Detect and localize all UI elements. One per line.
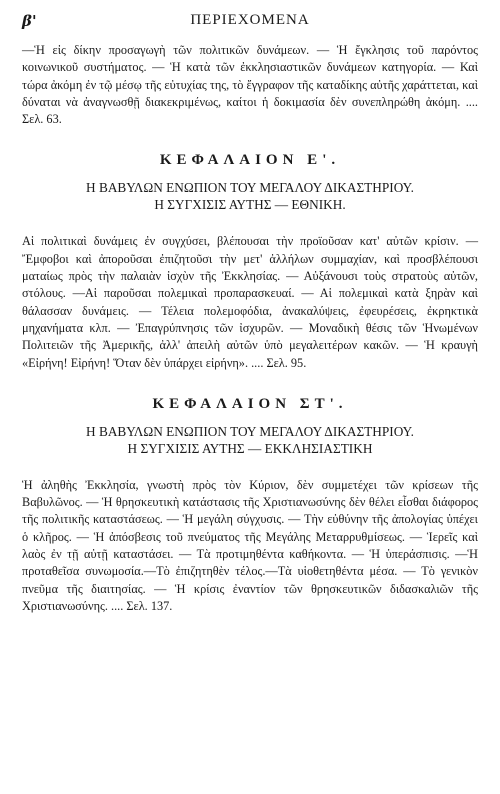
running-head: ΠΕΡΙΕΧΟΜΕΝΑ (190, 12, 310, 28)
page-number: β' (22, 12, 37, 30)
chapter-5-heading-line-1: Η ΒΑΒΥΛΩΝ ΕΝΩΠΙΟΝ ΤΟΥ ΜΕΓΑΛΟΥ ΔΙΚΑΣΤΗΡΙΟΥ. (86, 180, 414, 196)
chapter-5-heading (22, 179, 478, 213)
page-header (22, 12, 478, 34)
chapter-6-heading (22, 423, 478, 457)
chapter-6-heading-line-1: Η ΒΑΒΥΛΩΝ ΕΝΩΠΙΟΝ ΤΟΥ ΜΕΓΑΛΟΥ ΔΙΚΑΣΤΗΡΙΟΥ. (86, 423, 414, 439)
chapter-5-title: ΚΕΦΑΛΑΙΟΝ Ε'. (159, 152, 341, 169)
chapter-5-summary: Αἱ πολιτικαὶ δυνάμεις ἐν συγχύσει, βλέπουσαι τὴν προϊοῦσαν κατ' αὐτῶν κρίσιν. — Ἔμφοβοι καὶ ἀποροῦσαι ἐπιζητοῦσι τὴν μετ' ἀλλήλων συμμαχίαν, καὶ προσβλέπουσι ματαίως πρὸς τὴν παλαιὰν ἰσχὺν τῆς Ἐκκλησίας. — Αὐξάνουσι τοὺς στρατοὺς αὐτῶν, στόλους. —Αἱ παροῦσαι πολεμικαὶ προπαρασκευαί. — Αἱ πολεμικαὶ κατὰ ξηρὰν καὶ θάλασσαν δυνάμεις. — Τέλεια πολεμοφόδια, ἀνακαλύψεις, ἐφευρέσεις, ἐκρηκτικὰ μηχανήματα κλπ. — Ἐπαγρύπνησις τῶν ἰσχυρῶν. — Μοναδικὴ θέσις τῶν Ἡνωμένων Πολιτειῶν τῆς Ἀμερικῆς, ἀλλ' ἀπειλὴ αὐτῶν ὑπὸ μεγαλειτέρων κακῶν. — Ἡ κραυγὴ «Εἰρήνη! Εἰρήνη! Ὅταν δὲν ὑπάρχει εἰρήνη». .... Σελ. 95. (22, 234, 478, 370)
intro-paragraph: —Ἡ εἰς δίκην προσαγωγὴ τῶν πολιτικῶν δυνάμεων. — Ἡ ἔγκλησις τοῦ παρόντος κοινωνικοῦ συστήματος. — Ἡ κατὰ τῶν ἐκκλησιαστικῶν δυνάμεων κατηγορία. — Καὶ τώρα ἀκόμη ἐν τῷ μέσῳ τῆς εὐτυχίας της, τὸ ἔγγραφον τῆς καταδίκης αὐτῆς χαράττεται, καὶ δύναται νὰ ἀναγνωσθῇ διακεκριμένως, καίτοι ἡ δοκιμασία δὲν συνεπληρώθη ἀκόμη. .... Σελ. 63. (22, 43, 478, 127)
chapter-6-heading-line-2: Η ΣΥΓΧΙΣΙΣ ΑΥΤΗΣ — ΕΚΚΛΗΣΙΑΣΤΙΚΗ (127, 440, 373, 456)
chapter-6-summary: Ἡ ἀληθὴς Ἐκκλησία, γνωστὴ πρὸς τὸν Κύριον, δὲν συμμετέχει τῶν κρίσεων τῆς Βαβυλῶνος. — Ἡ θρησκευτικὴ κατάστασις τῆς Χριστιανωσύνης δὲν θέλει εἶσθαι διάφορος τῆς πολιτικῆς καταστάσεως. — Ἡ μεγάλη σύγχυσις. — Τὴν εὐθύνην τῆς ἀπολογίας ὑπέχει ὁ κλῆρος. — Ἡ ἀπόσβεσις τοῦ πνεύματος τῆς Μεγάλης Μεταρρυθμίσεως. — Ἱερεῖς καὶ λαὸς ἐν τῇ αὐτῇ καταστάσει. — Τὰ προτιμηθέντα καθήκοντα. — Ἡ ὑπεράσπισις. —Ἡ προταθεῖσα συνωμοσία.—Τὸ ἐπιζητηθὲν τέλος.—Τὰ υἱοθετηθέντα μέσα. — Τὸ γενικὸν πνεῦμα τῆς διαιτησίας. — Ἡ κρίσις ἐναντίον τῶν θρησκευτικῶν διδασκαλιῶν τῆς Χριστιανωσύνης. .... Σελ. 137. (22, 477, 478, 613)
chapter-6-title: ΚΕΦΑΛΑΙΟΝ ΣΤ'. (152, 395, 348, 412)
chapter-5-heading-line-2: Η ΣΥΓΧΙΣΙΣ ΑΥΤΗΣ — ΕΘΝΙΚΗ. (154, 197, 346, 213)
